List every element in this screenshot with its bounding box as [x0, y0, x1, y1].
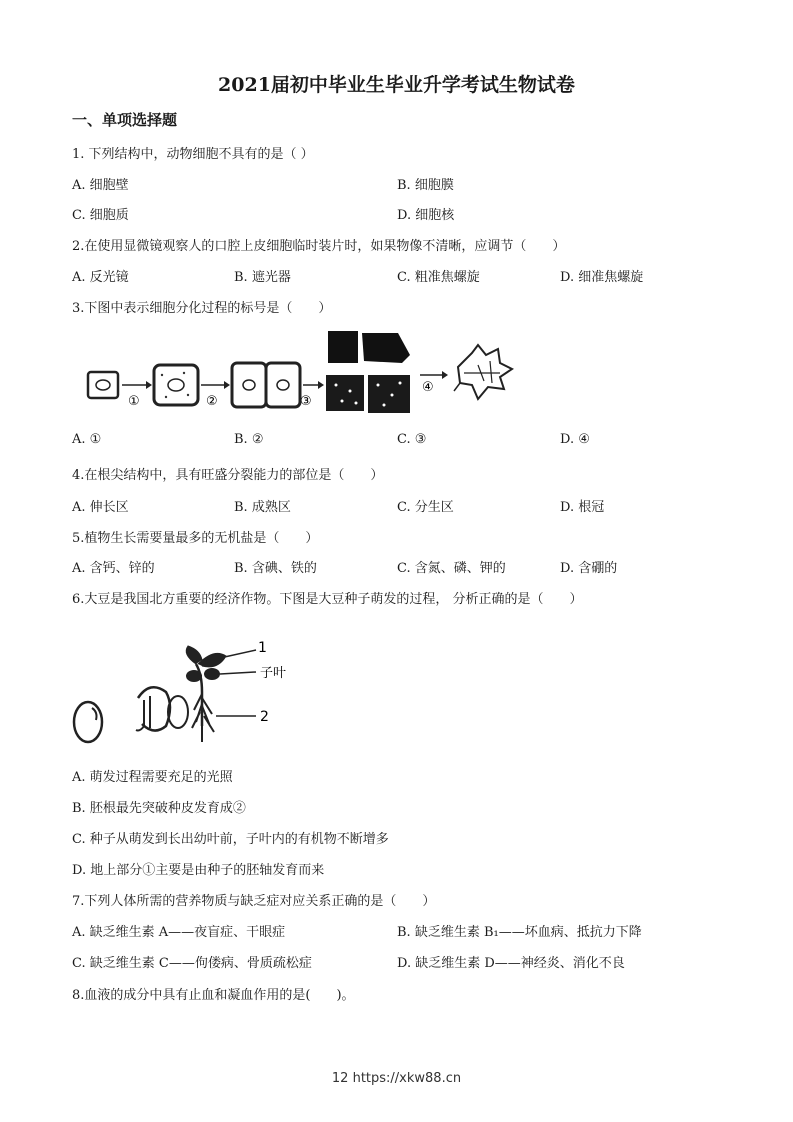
q3-option-c: C. ③: [397, 432, 427, 447]
question-1: 1. 下列结构中，动物细胞不具有的是（ ）: [72, 147, 314, 162]
q7-option-b: B. 缺乏维生素 B₁——坏血病、抵抗力下降: [397, 925, 642, 940]
q2-option-d: D. 细准焦螺旋: [560, 270, 644, 285]
question-4: 4.在根尖结构中，具有旺盛分裂能力的部位是（ ）: [72, 468, 384, 483]
q6-option-b: B. 胚根最先突破种皮发育成②: [72, 801, 246, 816]
figure-label-3: ③: [300, 394, 312, 409]
q1-option-b: B. 细胞膜: [397, 178, 454, 193]
q2-option-a: A. 反光镜: [72, 270, 129, 285]
q5-option-a: A. 含钙、锌的: [72, 561, 155, 576]
cell-division-figure: [80, 325, 520, 425]
figure-label-2: ②: [206, 394, 218, 409]
seed-label-1: 1: [258, 640, 267, 656]
figure-label-4: ④: [422, 380, 434, 395]
section-heading: 一、单项选择题: [72, 111, 178, 129]
q5-option-c: C. 含氮、磷、钾的: [397, 561, 506, 576]
seed-label-2: 2: [260, 709, 269, 725]
page-footer: 12 https://xkw88.cn: [331, 1071, 462, 1086]
q3-option-d: D. ④: [560, 432, 590, 447]
question-3: 3.下图中表示细胞分化过程的标号是（ ）: [72, 301, 332, 316]
q4-option-c: C. 分生区: [397, 500, 454, 515]
q4-option-d: D. 根冠: [560, 500, 605, 515]
q5-option-d: D. 含硼的: [560, 561, 618, 576]
q7-option-c: C. 缺乏维生素 C——佝偻病、骨质疏松症: [72, 956, 312, 971]
q4-option-b: B. 成熟区: [234, 500, 291, 515]
seed-germination-figure: [70, 630, 310, 750]
question-6: 6.大豆是我国北方重要的经济作物。下图是大豆种子萌发的过程， 分析正确的是（ ）: [72, 592, 583, 607]
q2-option-b: B. 遮光器: [234, 270, 291, 285]
q3-option-b: B. ②: [234, 432, 264, 447]
q6-option-c: C. 种子从萌发到长出幼叶前，子叶内的有机物不断增多: [72, 832, 389, 847]
page-title: 2021届初中毕业生毕业升学考试生物试卷: [218, 74, 575, 96]
q1-option-d: D. 细胞核: [397, 208, 455, 223]
q2-option-c: C. 粗准焦螺旋: [397, 270, 480, 285]
q1-option-c: C. 细胞质: [72, 208, 129, 223]
q6-option-a: A. 萌发过程需要充足的光照: [72, 770, 233, 785]
q4-option-a: A. 伸长区: [72, 500, 129, 515]
question-5: 5.植物生长需要量最多的无机盐是（ ）: [72, 531, 319, 546]
q1-option-a: A. 细胞壁: [72, 178, 129, 193]
figure-label-1: ①: [128, 394, 140, 409]
seed-label-cotyledon: 子叶: [260, 666, 287, 681]
q3-option-a: A. ①: [72, 432, 102, 447]
q7-option-d: D. 缺乏维生素 D——神经炎、消化不良: [397, 956, 625, 971]
question-2: 2.在使用显微镜观察人的口腔上皮细胞临时装片时，如果物像不清晰，应调节（ ）: [72, 239, 566, 254]
question-7: 7.下列人体所需的营养物质与缺乏症对应关系正确的是（ ）: [72, 894, 436, 909]
question-8: 8.血液的成分中具有止血和凝血作用的是( )。: [72, 988, 355, 1003]
q5-option-b: B. 含碘、铁的: [234, 561, 317, 576]
q6-option-d: D. 地上部分①主要是由种子的胚轴发育而来: [72, 863, 325, 878]
q7-option-a: A. 缺乏维生素 A——夜盲症、干眼症: [72, 925, 286, 940]
